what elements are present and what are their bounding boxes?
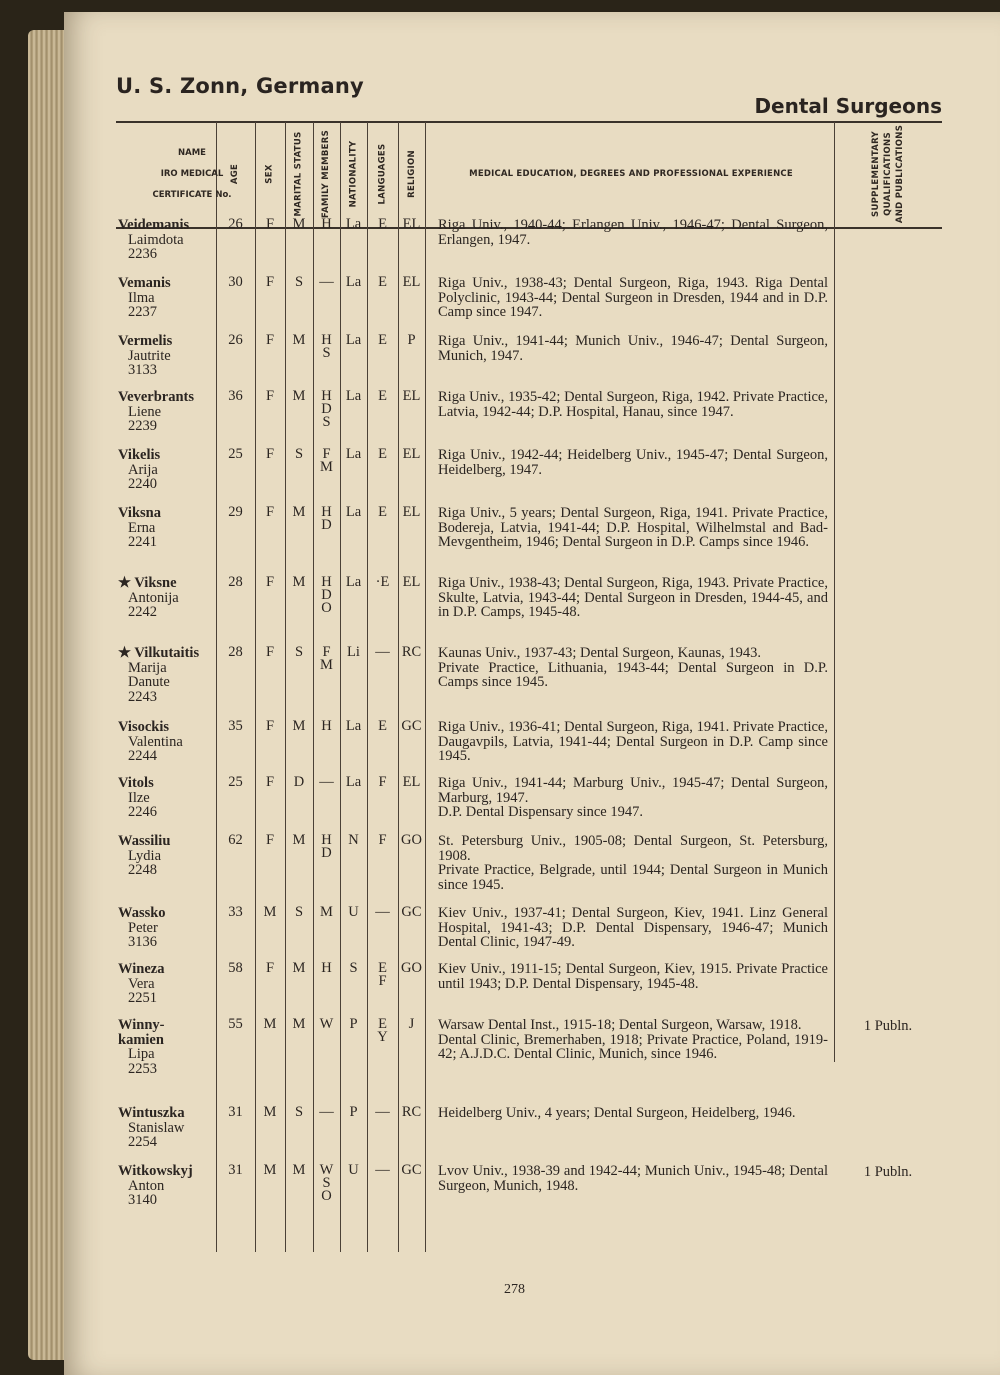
entry-name-cell	[118, 334, 172, 378]
rel-cell: GO	[401, 832, 422, 848]
rel-cell: GO	[401, 960, 422, 976]
surname: Vitols	[118, 775, 154, 791]
marital-cell: M	[292, 832, 306, 848]
education-text: Kiev Univ., 1911-15; Dental Surgeon, Kiev, 1915. Private Practice until 1943; D.P. Dental Dispensary, 1945-48.	[438, 961, 828, 992]
certificate-number: 3140	[128, 1192, 157, 1208]
education-text: Riga Univ., 5 years; Dental Surgeon, Riga, 1941. Private Practice, Bodereja, Latvia, 1941-44; D.P. Hospital, Wilhelmstal and Bad-Mevgentheim, 1946; Dental Surgeon in D.P. Camps since 1946.	[438, 505, 828, 550]
given-name: Marija	[128, 659, 167, 676]
column-header-sex	[255, 122, 285, 226]
age-cell: 31	[228, 1104, 243, 1120]
sex-cell: F	[265, 774, 275, 790]
family-cell	[313, 448, 340, 474]
age-cell: 36	[228, 388, 243, 404]
lang-cell	[367, 962, 398, 988]
marital-cell: M	[292, 960, 306, 976]
column-divider	[398, 122, 399, 1252]
surname: Vermelis	[118, 333, 173, 349]
surname: Viksna	[118, 505, 161, 521]
sex-cell: M	[263, 1016, 277, 1032]
given-name: Peter	[128, 919, 158, 936]
entry-name-cell	[118, 576, 179, 620]
education-text: Riga Univ., 1936-41; Dental Surgeon, Riga, 1941. Private Practice, Daugavpils, Latvia, 1941-44; Dental Surgeon in D.P. Camp since 1945.	[438, 719, 828, 764]
age-cell: 28	[228, 574, 243, 590]
family-cell	[313, 906, 340, 919]
nat-cell: La	[345, 388, 362, 404]
lang-value: E	[378, 960, 387, 976]
certificate-number: 2240	[128, 476, 157, 492]
lang-value: —	[375, 644, 390, 660]
family-cell	[313, 1164, 340, 1203]
given-name: Ilze	[128, 789, 150, 806]
education-text: Riga Univ., 1940-44; Erlangen Univ., 1946-47; Dental Surgeon, Erlangen, 1947.	[438, 217, 828, 248]
entry-name-cell	[118, 1164, 193, 1208]
column-divider	[834, 122, 835, 1062]
family-value: H	[321, 718, 332, 734]
given-name: Arija	[128, 461, 158, 478]
family-value: O	[321, 600, 332, 616]
certificate-number: 2246	[128, 804, 157, 820]
age-cell: 33	[228, 904, 243, 920]
column-header-name-line: IRO MEDICAL	[160, 168, 224, 179]
given-name: Vera	[128, 975, 155, 992]
family-cell	[313, 1106, 340, 1119]
age-cell: 25	[228, 446, 243, 462]
nat-cell: La	[345, 574, 362, 590]
marital-cell: M	[292, 1016, 306, 1032]
education-cell	[438, 646, 828, 690]
family-cell	[313, 776, 340, 789]
family-value: H	[321, 388, 332, 404]
lang-value: ·E	[375, 574, 390, 590]
family-value: D	[321, 517, 332, 533]
education-cell	[438, 576, 828, 620]
marital-cell: S	[294, 644, 304, 660]
lang-value: E	[378, 446, 387, 462]
entry-name-cell	[118, 906, 166, 950]
nat-cell: P	[349, 1104, 358, 1120]
given-name: Valentina	[128, 733, 183, 750]
family-value: H	[321, 832, 332, 848]
surname: kamien	[118, 1031, 164, 1048]
lang-value: F	[378, 832, 387, 848]
nat-cell: La	[345, 718, 362, 734]
lang-value: E	[378, 504, 387, 520]
entry-name-cell	[118, 962, 164, 1006]
header-section-title: Dental Surgeons	[754, 94, 942, 118]
column-header-marital-label: MARITAL STATUS	[294, 131, 305, 217]
education-text: Dental Clinic, Bremerhaben, 1918; Private Practice, Poland, 1919-42; A.J.D.C. Dental Clinic, Munich, since 1946.	[438, 1031, 828, 1062]
lang-value: E	[378, 1016, 387, 1032]
age-cell: 62	[228, 832, 243, 848]
lang-cell	[367, 1106, 398, 1119]
sex-cell: F	[265, 274, 275, 290]
education-text: Riga Univ., 1941-44; Munich Univ., 1946-47; Dental Surgeon, Munich, 1947.	[438, 333, 828, 364]
sex-cell: F	[265, 832, 275, 848]
lang-value: E	[378, 216, 387, 232]
column-header-supplementary-line: SUPPLEMENTARY	[871, 131, 881, 217]
lang-cell	[367, 776, 398, 789]
nat-cell: P	[349, 1016, 358, 1032]
age-cell: 31	[228, 1162, 243, 1178]
family-value: D	[321, 845, 332, 861]
lang-cell	[367, 506, 398, 519]
rel-cell: GC	[401, 904, 422, 920]
education-cell	[438, 334, 828, 363]
surname: Vemanis	[118, 275, 171, 291]
certificate-number: 2241	[128, 534, 157, 550]
family-value: M	[320, 904, 333, 920]
marital-cell: D	[293, 774, 305, 790]
given-name: Liene	[128, 403, 162, 420]
lang-cell	[367, 390, 398, 403]
family-value: S	[322, 345, 331, 361]
given-name: Danute	[128, 674, 170, 690]
rel-cell: EL	[402, 216, 421, 232]
rel-cell: RC	[401, 1104, 422, 1120]
lang-cell	[367, 906, 398, 919]
family-value: D	[321, 587, 332, 603]
column-header-languages-label: LANGUAGES	[377, 143, 388, 205]
education-text: Riga Univ., 1938-43; Dental Surgeon, Riga, 1943. Riga Dental Polyclinic, 1943-44; Dental Surgeon in Dresden, 1944 and in D.P. Camp since 1947.	[438, 275, 828, 320]
lang-value: —	[375, 1162, 390, 1178]
education-text: Private Practice, Belgrade, until 1944; Dental Surgeon in Munich since 1945.	[438, 862, 828, 893]
education-cell	[438, 834, 828, 892]
family-cell	[313, 1018, 340, 1031]
family-value: H	[321, 960, 332, 976]
given-name: Lipa	[128, 1046, 155, 1062]
surname: Witkowskyj	[118, 1163, 193, 1179]
sex-cell: F	[265, 446, 275, 462]
family-value: F	[322, 644, 331, 660]
column-divider	[313, 122, 314, 1252]
family-value: —	[319, 1104, 334, 1120]
marital-cell: M	[292, 388, 306, 404]
lang-value: —	[375, 904, 390, 920]
rel-cell: RC	[401, 644, 422, 660]
certificate-number: 2244	[128, 748, 157, 764]
marital-cell: S	[294, 904, 304, 920]
sex-cell: F	[265, 574, 275, 590]
entry-name-cell	[118, 448, 160, 492]
education-cell	[438, 1106, 828, 1121]
age-cell: 30	[228, 274, 243, 290]
family-cell	[313, 576, 340, 615]
lang-value: E	[378, 718, 387, 734]
supplementary-cell: 1 Publn.	[863, 1018, 913, 1034]
column-header-age-label: AGE	[230, 163, 241, 185]
lang-value: F	[378, 973, 387, 989]
rel-cell: EL	[402, 446, 421, 462]
education-text: Lvov Univ., 1938-39 and 1942-44; Munich Univ., 1945-48; Dental Surgeon, Munich, 1948.	[438, 1163, 828, 1194]
family-cell	[313, 276, 340, 289]
education-text: Riga Univ., 1935-42; Dental Surgeon, Riga, 1942. Private Practice, Latvia, 1942-44; D.P. Hospital, Hanau, since 1947.	[438, 389, 828, 420]
age-cell: 26	[228, 332, 243, 348]
education-text: Kaunas Univ., 1937-43; Dental Surgeon, Kaunas, 1943.	[438, 645, 761, 661]
column-header-nationality	[340, 122, 367, 226]
surname: Veverbrants	[118, 389, 194, 405]
nat-cell: La	[345, 446, 362, 462]
family-value: H	[321, 332, 332, 348]
family-cell	[313, 506, 340, 532]
given-name: Anton	[128, 1177, 165, 1194]
certificate-number: 2243	[128, 688, 157, 705]
age-cell: 29	[228, 504, 243, 520]
certificate-number: 2251	[128, 990, 157, 1006]
nat-cell: La	[345, 332, 362, 348]
lang-cell	[367, 576, 398, 589]
age-cell: 25	[228, 774, 243, 790]
supplementary-cell: 1 Publn.	[863, 1164, 913, 1180]
surname: ★ Viksne	[118, 575, 177, 591]
nat-cell: La	[345, 504, 362, 520]
column-divider	[340, 122, 341, 1252]
education-cell	[438, 390, 828, 419]
lang-cell	[367, 646, 398, 659]
education-cell	[438, 906, 828, 950]
rel-cell: EL	[402, 388, 421, 404]
certificate-number: 2237	[128, 304, 157, 320]
sex-cell: F	[265, 216, 275, 232]
family-value: D	[321, 401, 332, 417]
given-name: Jautrite	[128, 347, 171, 364]
family-value: F	[322, 446, 331, 462]
certificate-number: 2248	[128, 862, 157, 878]
education-text: Riga Univ., 1941-44; Marburg Univ., 1945-47; Dental Surgeon, Marburg, 1947.	[438, 775, 828, 806]
family-value: S	[322, 1175, 331, 1191]
rel-cell: EL	[402, 774, 421, 790]
family-cell	[313, 834, 340, 860]
surname: Veidemanis	[118, 217, 190, 233]
surname: Wassiliu	[118, 833, 171, 849]
nat-cell: S	[349, 960, 358, 976]
certificate-number: 3133	[128, 362, 157, 378]
nat-cell: U	[348, 904, 359, 920]
family-cell	[313, 390, 340, 429]
surname: Wineza	[118, 961, 165, 977]
family-value: W	[319, 1016, 334, 1032]
age-cell: 58	[228, 960, 243, 976]
marital-cell: M	[292, 718, 306, 734]
nat-cell: U	[348, 1162, 359, 1178]
lang-value: F	[378, 774, 387, 790]
education-cell	[438, 720, 828, 764]
column-header-name-line: CERTIFICATE No.	[152, 189, 232, 200]
marital-cell: M	[292, 574, 306, 590]
age-cell: 28	[228, 644, 243, 660]
sex-cell: F	[265, 388, 275, 404]
column-header-family	[313, 122, 340, 226]
marital-cell: S	[294, 274, 304, 290]
given-name: Erna	[128, 519, 156, 536]
sex-cell: F	[265, 504, 275, 520]
education-text: Riga Univ., 1938-43; Dental Surgeon, Riga, 1943. Private Practice, Skulte, Latvia, 1943-44; Dental Surgeon in Dresden, 1944-45, and in D.P. Camps, 1945-48.	[438, 575, 828, 620]
lang-cell	[367, 334, 398, 347]
sex-cell: M	[263, 1104, 277, 1120]
family-value: H	[321, 574, 332, 590]
page-number: 278	[504, 1282, 525, 1297]
entry-name-cell	[118, 1018, 164, 1076]
given-name: Laimdota	[128, 231, 184, 248]
family-value: H	[321, 216, 332, 232]
rel-cell: P	[407, 332, 416, 348]
family-value: —	[319, 274, 334, 290]
marital-cell: S	[294, 1104, 304, 1120]
age-cell: 55	[228, 1016, 243, 1032]
marital-cell: M	[292, 1162, 306, 1178]
education-text: Riga Univ., 1942-44; Heidelberg Univ., 1945-47; Dental Surgeon, Heidelberg, 1947.	[438, 447, 828, 478]
rel-cell: GC	[401, 718, 422, 734]
given-name: Antonija	[128, 589, 179, 606]
column-header-age	[216, 122, 255, 226]
education-cell	[438, 276, 828, 320]
given-name: Ilma	[128, 289, 155, 306]
family-value: S	[322, 414, 331, 430]
lang-cell	[367, 1164, 398, 1177]
column-header-supplementary-label	[870, 125, 906, 223]
column-header-sex-label: SEX	[264, 164, 275, 184]
nat-cell: La	[345, 274, 362, 290]
family-cell	[313, 218, 340, 231]
family-cell	[313, 720, 340, 733]
entry-name-cell	[118, 506, 161, 550]
marital-cell: S	[294, 446, 304, 462]
entry-name-cell	[118, 276, 171, 320]
entry-name-cell	[118, 390, 194, 434]
column-header-family-label: FAMILY MEMBERS	[321, 129, 332, 219]
marital-cell: M	[292, 216, 306, 232]
entry-name-cell	[118, 646, 199, 704]
family-value: M	[320, 657, 333, 673]
education-text: Kiev Univ., 1937-41; Dental Surgeon, Kiev, 1941. Linz General Hospital, 1941-43; D.P. Dental Dispensary, 1946-47; Munich Dental Clinic, 1947-49.	[438, 905, 828, 950]
nat-cell: Li	[347, 644, 360, 660]
column-header-name-line: NAME	[178, 147, 206, 158]
rel-cell: EL	[402, 504, 421, 520]
rel-cell: GC	[401, 1162, 422, 1178]
certificate-number: 2242	[128, 604, 157, 620]
rel-cell: EL	[402, 574, 421, 590]
education-cell	[438, 506, 828, 550]
sex-cell: M	[263, 904, 277, 920]
education-cell	[438, 776, 828, 820]
certificate-number: 3136	[128, 934, 157, 950]
education-cell	[438, 448, 828, 477]
marital-cell: M	[292, 332, 306, 348]
education-cell	[438, 218, 828, 247]
lang-cell	[367, 834, 398, 847]
book-page	[64, 12, 1000, 1375]
surname: Wassko	[118, 905, 166, 921]
education-cell	[438, 1164, 828, 1193]
family-value: W	[319, 1162, 334, 1178]
column-divider	[255, 122, 256, 1252]
family-value: M	[320, 459, 333, 475]
sex-cell: F	[265, 718, 275, 734]
surname: Winny-	[118, 1017, 165, 1033]
column-header-nationality-label: NATIONALITY	[348, 140, 359, 208]
entry-name-cell	[118, 1106, 185, 1150]
education-text: St. Petersburg Univ., 1905-08; Dental Surgeon, St. Petersburg, 1908.	[438, 833, 828, 864]
nat-cell: La	[345, 774, 362, 790]
nat-cell: N	[348, 832, 359, 848]
surname: ★ Vilkutaitis	[118, 645, 200, 661]
education-text: D.P. Dental Dispensary since 1947.	[438, 804, 643, 820]
sex-cell: M	[263, 1162, 277, 1178]
given-name: Lydia	[128, 847, 162, 864]
sex-cell: F	[265, 960, 275, 976]
column-header-marital	[285, 122, 313, 226]
nat-cell: La	[345, 216, 362, 232]
lang-value: E	[378, 332, 387, 348]
rel-cell: J	[408, 1016, 415, 1032]
entry-name-cell	[118, 834, 170, 878]
marital-cell: M	[292, 504, 306, 520]
certificate-number: 2254	[128, 1134, 157, 1150]
family-cell	[313, 962, 340, 975]
entry-name-cell	[118, 776, 157, 820]
given-name: Stanislaw	[128, 1119, 185, 1136]
lang-cell	[367, 218, 398, 231]
column-header-supplementary-line: AND PUBLICATIONS	[895, 124, 905, 224]
lang-value: E	[378, 274, 387, 290]
age-cell: 26	[228, 216, 243, 232]
education-text: Private Practice, Lithuania, 1943-44; Dental Surgeon in D.P. Camps since 1945.	[438, 659, 828, 690]
age-cell: 35	[228, 718, 243, 734]
lang-cell	[367, 448, 398, 461]
family-value: O	[321, 1188, 332, 1204]
certificate-number: 2253	[128, 1060, 157, 1077]
surname: Visockis	[118, 719, 170, 735]
column-header-supplementary-line: QUALIFICATIONS	[883, 132, 893, 216]
lang-cell	[367, 1018, 398, 1044]
column-header-education: MEDICAL EDUCATION, DEGREES AND PROFESSIONAL EXPERIENCE	[469, 169, 793, 179]
entry-name-cell	[118, 720, 183, 764]
surname: Vikelis	[118, 447, 161, 463]
column-header-religion-label: RELIGION	[406, 150, 417, 198]
header-location: U. S. Zonn, Germany	[116, 74, 364, 98]
education-text: Warsaw Dental Inst., 1915-18; Dental Surgeon, Warsaw, 1918.	[438, 1017, 802, 1033]
column-header-languages	[367, 122, 398, 226]
column-divider	[216, 122, 217, 1252]
education-cell	[438, 1018, 828, 1062]
family-value: —	[319, 774, 334, 790]
lang-cell	[367, 276, 398, 289]
lang-value: —	[375, 1104, 390, 1120]
column-divider	[425, 122, 426, 1252]
column-header-religion	[398, 122, 425, 226]
column-divider	[367, 122, 368, 1252]
sex-cell: F	[265, 644, 275, 660]
rel-cell: EL	[402, 274, 421, 290]
lang-value: E	[378, 388, 387, 404]
family-cell	[313, 334, 340, 360]
column-divider	[285, 122, 286, 1252]
family-cell	[313, 646, 340, 672]
certificate-number: 2239	[128, 418, 157, 434]
family-value: H	[321, 504, 332, 520]
sex-cell: F	[265, 332, 275, 348]
education-cell	[438, 962, 828, 991]
certificate-number: 2236	[128, 246, 157, 262]
lang-cell	[367, 720, 398, 733]
column-header-supplementary	[834, 122, 942, 226]
education-text: Heidelberg Univ., 4 years; Dental Surgeon, Heidelberg, 1946.	[438, 1105, 796, 1121]
surname: Wintuszka	[118, 1105, 185, 1121]
entry-name-cell	[118, 218, 189, 262]
lang-value: Y	[377, 1029, 388, 1045]
